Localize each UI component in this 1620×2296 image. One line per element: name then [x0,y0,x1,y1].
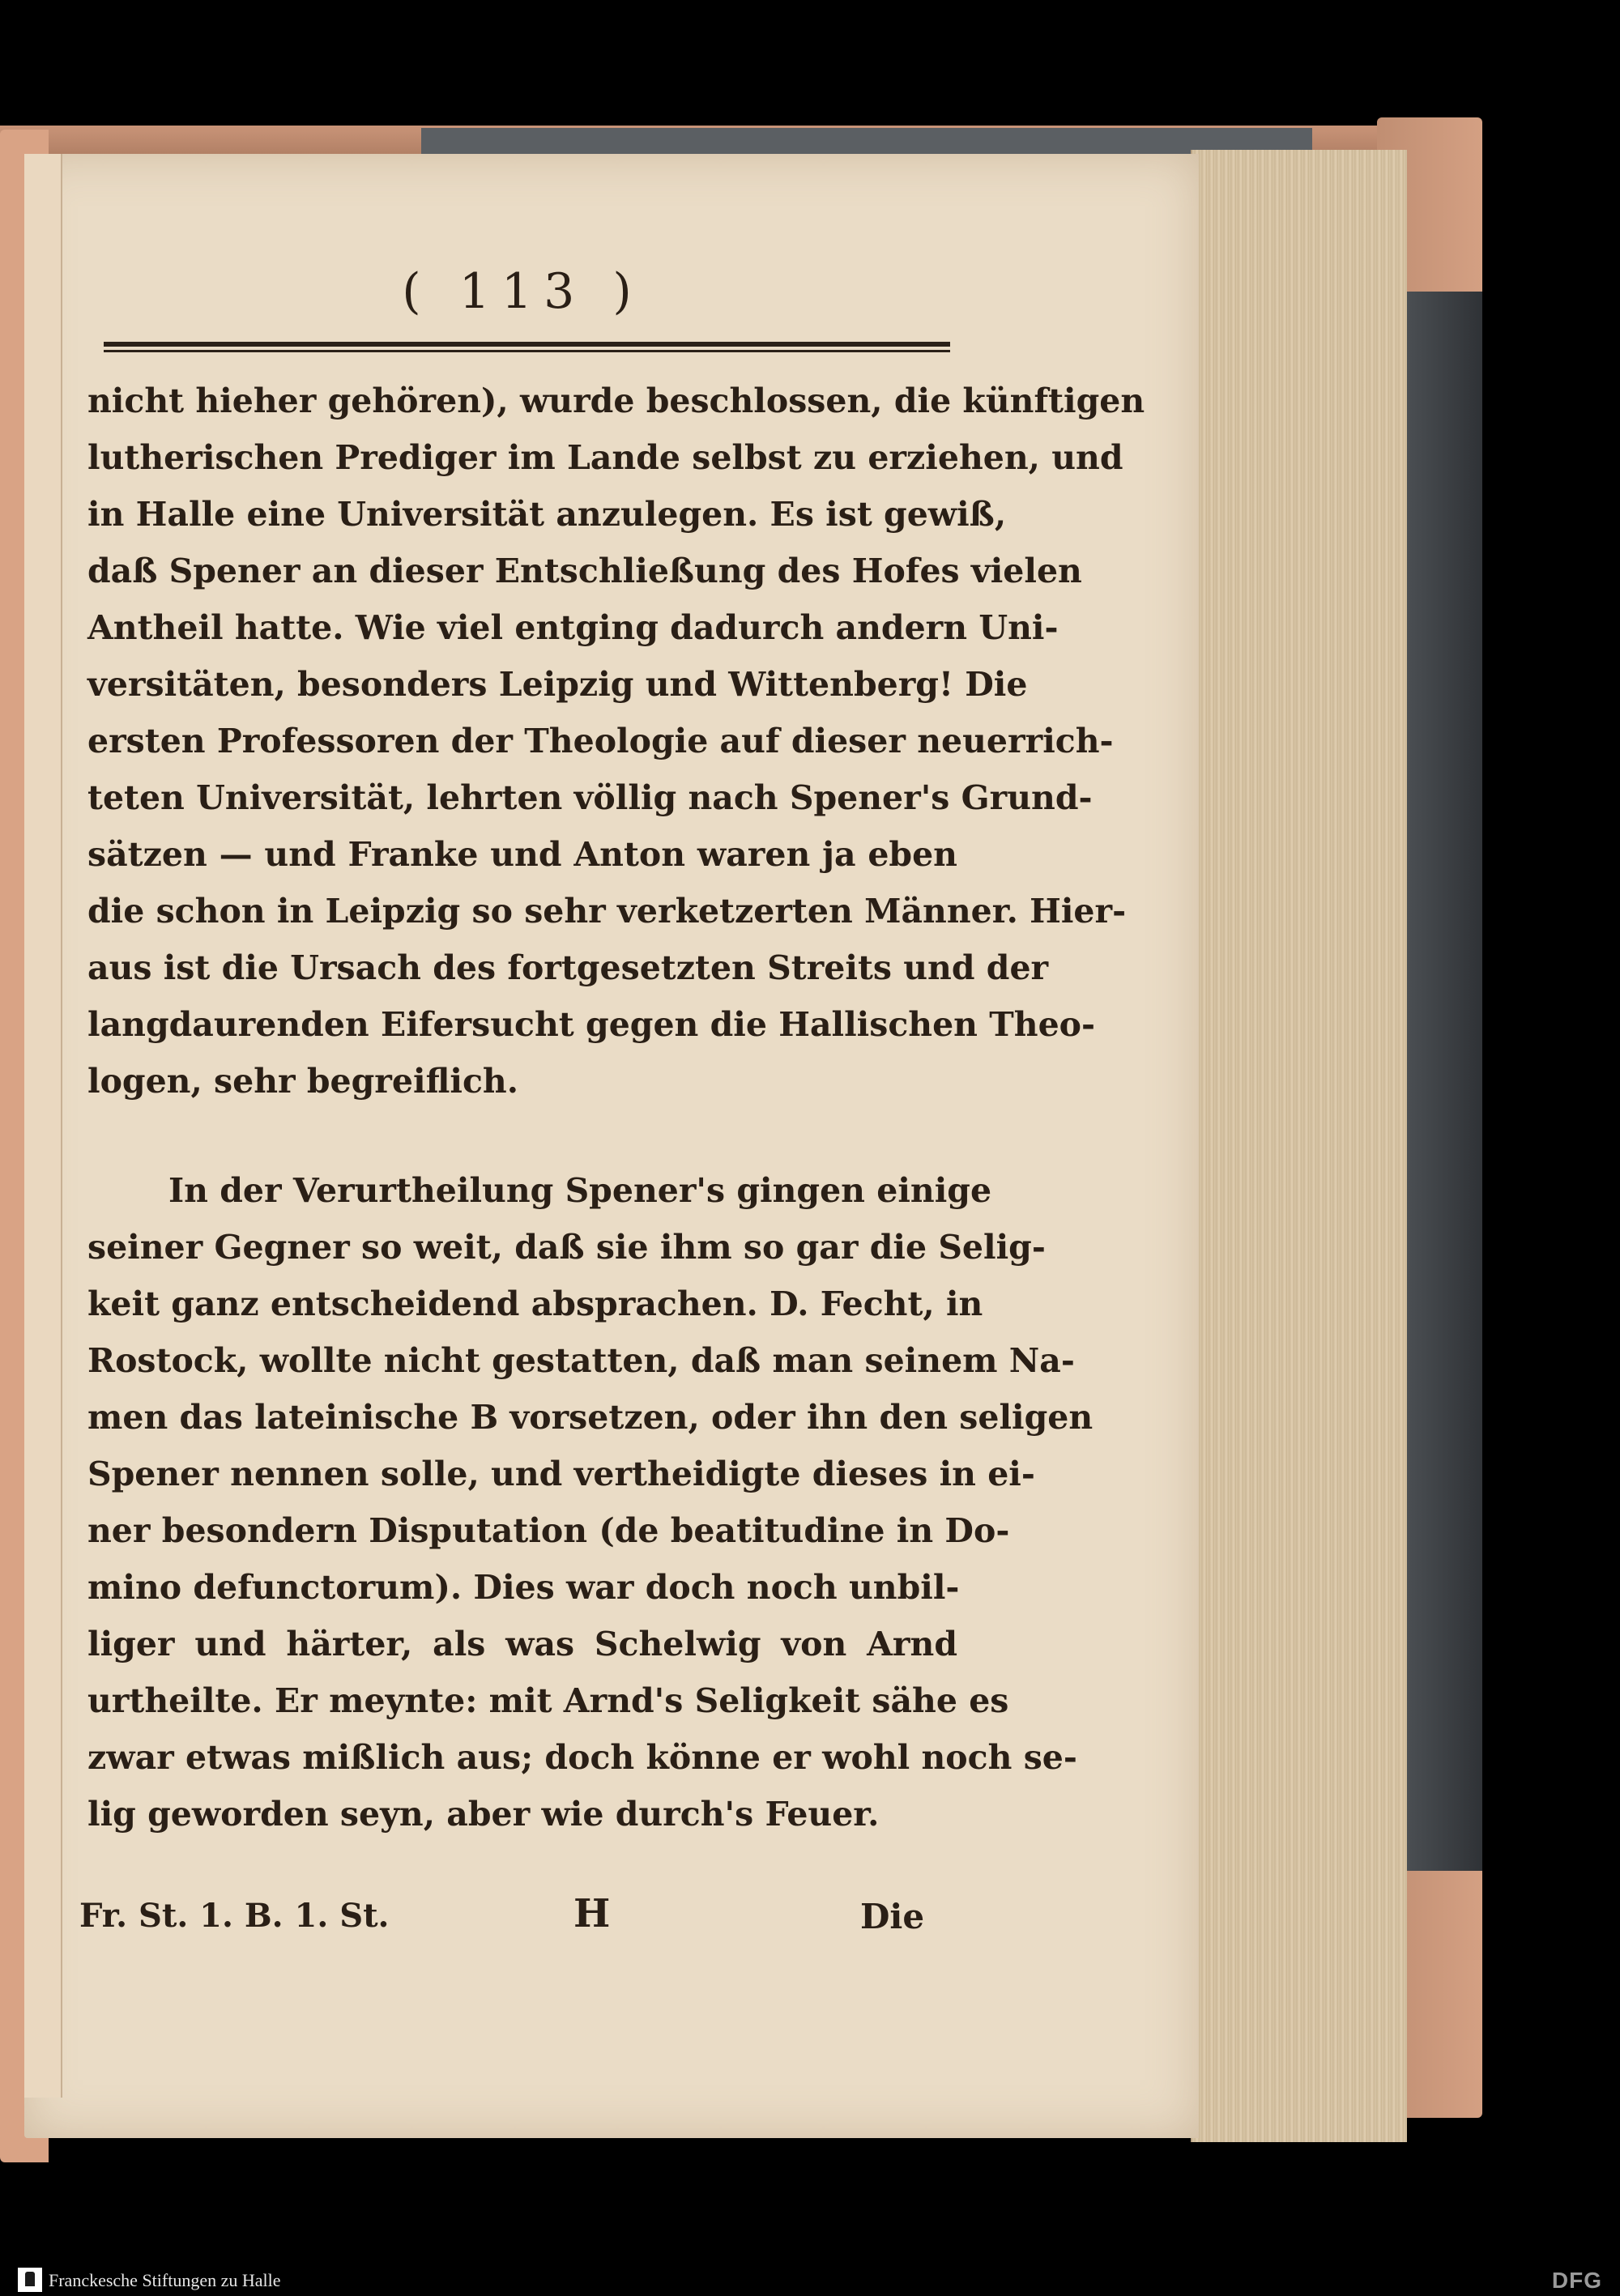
text-line: nicht hieher gehören), wurde beschlossen, die künftigen [87,381,1145,420]
text-line: Rostock, wollte nicht gestatten, daß man seinem Na- [87,1341,1075,1380]
text-line: lig geworden seyn, aber wie durch's Feuer. [87,1795,880,1834]
text-line: logen, sehr begreiflich. [87,1062,518,1101]
text-line: Spener nennen solle, und vertheidigte dieses in ei- [87,1455,1035,1493]
text-line: seiner Gegner so weit, daß sie ihm so gar die Selig- [87,1228,1046,1267]
text-line: teten Universität, lehrten völlig nach Spener's Grund- [87,778,1093,817]
text-line: lutherischen Prediger im Lande selbst zu erziehen, und [87,438,1123,477]
text-line: aus ist die Ursach des fortgesetzten Streits und der [87,948,1049,987]
text-line: mino defunctorum). Dies war doch noch unbil- [87,1568,960,1607]
gutter-page-edge [24,154,62,2098]
text-line: ner besondern Disputation (de beatitudine in Do- [87,1511,1010,1550]
text-line: versitäten, besonders Leipzig und Wittenberg! Die [87,665,1028,704]
text-line: keit ganz entscheidend absprachen. D. Fecht, in [87,1284,983,1323]
text-line: urtheilte. Er meynte: mit Arnd's Seligkeit sähe es [87,1681,1009,1720]
book-cover-right-board [1405,292,1482,1871]
dfg-logo: DFG [1551,2268,1602,2293]
signature-line: Fr. St. 1. B. 1. St. [79,1897,390,1935]
text-line: langdaurenden Eifersucht gegen die Hallischen Theo- [87,1005,1096,1044]
text-line: sätzen — und Franke und Anton waren ja eben [87,835,957,874]
institution-name: Franckesche Stiftungen zu Halle [49,2270,281,2290]
header-rule-thick [104,342,950,347]
page-edges [1191,150,1407,2142]
institution-logo-icon [18,2268,42,2292]
text-line: liger und härter, als was Schelwig von Arnd [87,1625,957,1663]
text-line: ersten Professoren der Theologie auf dieser neuerrich- [87,722,1114,760]
text-line: men das lateinische B vorsetzen, oder ihn den seligen [87,1398,1094,1437]
signature-mark: H [573,1891,611,1936]
header-rule-thin [104,350,950,352]
text-line: in Halle eine Universität anzulegen. Es ist gewiß, [87,495,1007,534]
page-number: ( 113 ) [402,263,643,320]
text-line: zwar etwas mißlich aus; doch könne er wohl noch se- [87,1738,1077,1777]
text-line: Antheil hatte. Wie viel entging dadurch andern Uni- [87,608,1059,647]
text-line: daß Spener an dieser Entschließung des Hofes vielen [87,552,1082,590]
catchword: Die [860,1897,925,1936]
text-line: In der Verurtheilung Spener's gingen einige [168,1171,992,1210]
text-line: die schon in Leipzig so sehr verketzerten Männer. Hier- [87,892,1127,931]
